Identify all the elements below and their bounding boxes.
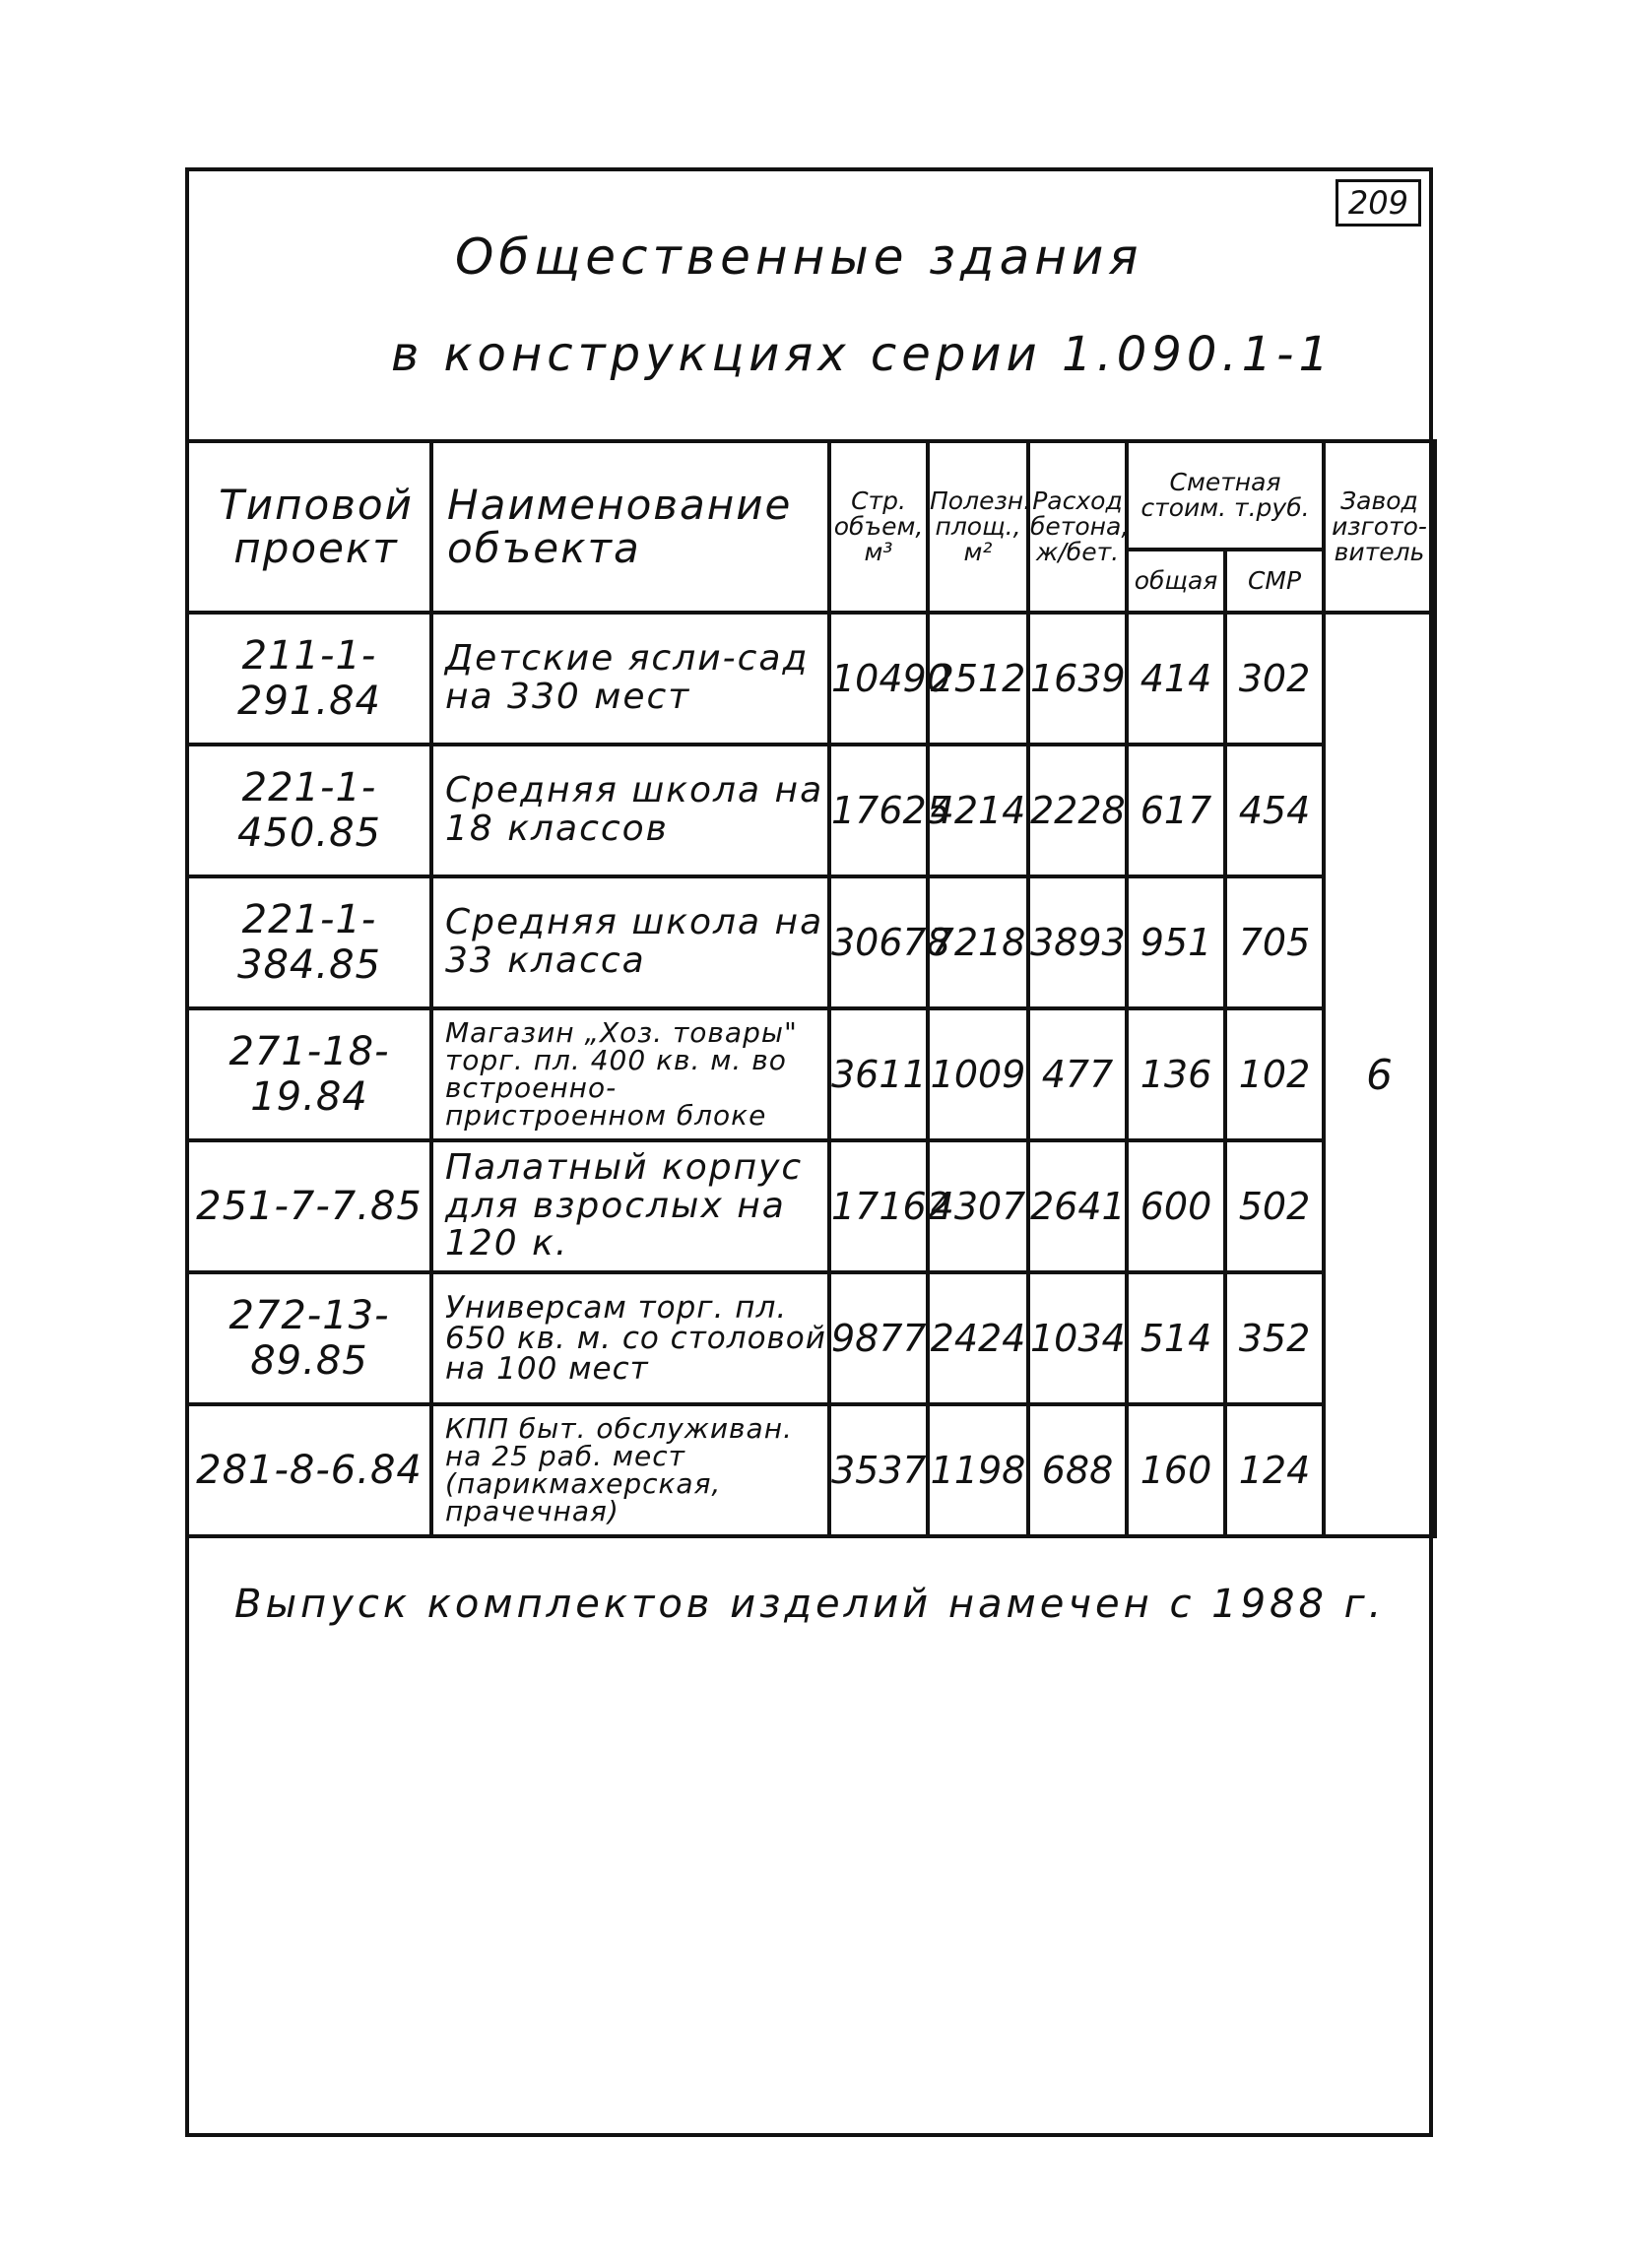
- table-row: [187, 745, 1435, 876]
- cell-cost-smr: 124: [1225, 1404, 1324, 1536]
- cell-volume: 17625: [829, 745, 928, 876]
- header-cost-group: Сметная стоим. т.руб.: [1127, 441, 1324, 550]
- cell-project: 221-1-384.85: [187, 876, 431, 1008]
- header-name: Наименование объекта: [431, 441, 829, 613]
- cell-project: 271-18-19.84: [187, 1008, 431, 1140]
- cell-area: 4214: [928, 745, 1028, 876]
- header-project: Типовой проект: [187, 441, 431, 613]
- cell-cost-total: 951: [1127, 876, 1225, 1008]
- cell-concrete: 1034: [1028, 1272, 1127, 1404]
- header-cost-smr: СМР: [1225, 550, 1324, 613]
- cell-name: Палатный корпус для взрослых на 120 к.: [431, 1140, 829, 1272]
- page-number: 209: [1336, 179, 1421, 227]
- cell-cost-total: 160: [1127, 1404, 1225, 1536]
- cell-cost-total: 600: [1127, 1140, 1225, 1272]
- projects-table: [185, 439, 1437, 1538]
- cell-cost-smr: 502: [1225, 1140, 1324, 1272]
- cell-name: Средняя школа на 33 класса: [431, 876, 829, 1008]
- table-row: [187, 876, 1435, 1008]
- header-concrete: Расход бетона, ж/бет.: [1028, 441, 1127, 613]
- cell-volume: 10490: [829, 613, 928, 745]
- header-row-1: [187, 441, 1435, 550]
- cell-name: Детские ясли-сад на 330 мест: [431, 613, 829, 745]
- cell-area: 7218: [928, 876, 1028, 1008]
- cell-concrete: 688: [1028, 1404, 1127, 1536]
- cell-project: 251-7-7.85: [187, 1140, 431, 1272]
- table-row: [187, 1404, 1435, 1536]
- cell-cost-total: 414: [1127, 613, 1225, 745]
- cell-volume: 9877: [829, 1272, 928, 1404]
- cell-area: 2512: [928, 613, 1028, 745]
- cell-plant: 6: [1324, 613, 1435, 1536]
- cell-cost-total: 514: [1127, 1272, 1225, 1404]
- cell-area: 2424: [928, 1272, 1028, 1404]
- header-cost-total: общая: [1127, 550, 1225, 613]
- title-line-2: в конструкциях серии 1.090.1-1: [391, 327, 1335, 382]
- title-line-1: Общественные здания: [455, 228, 1143, 286]
- cell-name: КПП быт. обслуживан. на 25 раб. мест (парикмахерская, прачечная): [431, 1404, 829, 1536]
- table-row: [187, 1008, 1435, 1140]
- cell-concrete: 2228: [1028, 745, 1127, 876]
- header-area: Полезн. площ., м²: [928, 441, 1028, 613]
- cell-cost-total: 136: [1127, 1008, 1225, 1140]
- cell-project: 221-1-450.85: [187, 745, 431, 876]
- cell-volume: 30678: [829, 876, 928, 1008]
- cell-cost-smr: 352: [1225, 1272, 1324, 1404]
- cell-cost-smr: 302: [1225, 613, 1324, 745]
- cell-area: 1198: [928, 1404, 1028, 1536]
- cell-cost-total: 617: [1127, 745, 1225, 876]
- cell-concrete: 3893: [1028, 876, 1127, 1008]
- header-volume: Стр. объем, м³: [829, 441, 928, 613]
- cell-concrete: 1639: [1028, 613, 1127, 745]
- cell-project: 281-8-6.84: [187, 1404, 431, 1536]
- cell-concrete: 2641: [1028, 1140, 1127, 1272]
- document-sheet: [185, 167, 1433, 2137]
- cell-volume: 17162: [829, 1140, 928, 1272]
- cell-cost-smr: 454: [1225, 745, 1324, 876]
- table-row: [187, 613, 1435, 745]
- cell-volume: 3611: [829, 1008, 928, 1140]
- cell-area: 1009: [928, 1008, 1028, 1140]
- cell-area: 4307: [928, 1140, 1028, 1272]
- footer-note: Выпуск комплектов изделий намечен с 1988 г.: [234, 1582, 1386, 1627]
- table-row: [187, 1272, 1435, 1404]
- table-row: [187, 1140, 1435, 1272]
- cell-volume: 3537: [829, 1404, 928, 1536]
- cell-name: Магазин „Хоз. товары" торг. пл. 400 кв. м. во встроенно-пристроенном блоке: [431, 1008, 829, 1140]
- cell-project: 211-1-291.84: [187, 613, 431, 745]
- cell-cost-smr: 705: [1225, 876, 1324, 1008]
- cell-project: 272-13-89.85: [187, 1272, 431, 1404]
- header-plant: Завод изгото- витель: [1324, 441, 1435, 613]
- cell-cost-smr: 102: [1225, 1008, 1324, 1140]
- cell-concrete: 477: [1028, 1008, 1127, 1140]
- cell-name: Универсам торг. пл. 650 кв. м. со столовой на 100 мест: [431, 1272, 829, 1404]
- cell-name: Средняя школа на 18 классов: [431, 745, 829, 876]
